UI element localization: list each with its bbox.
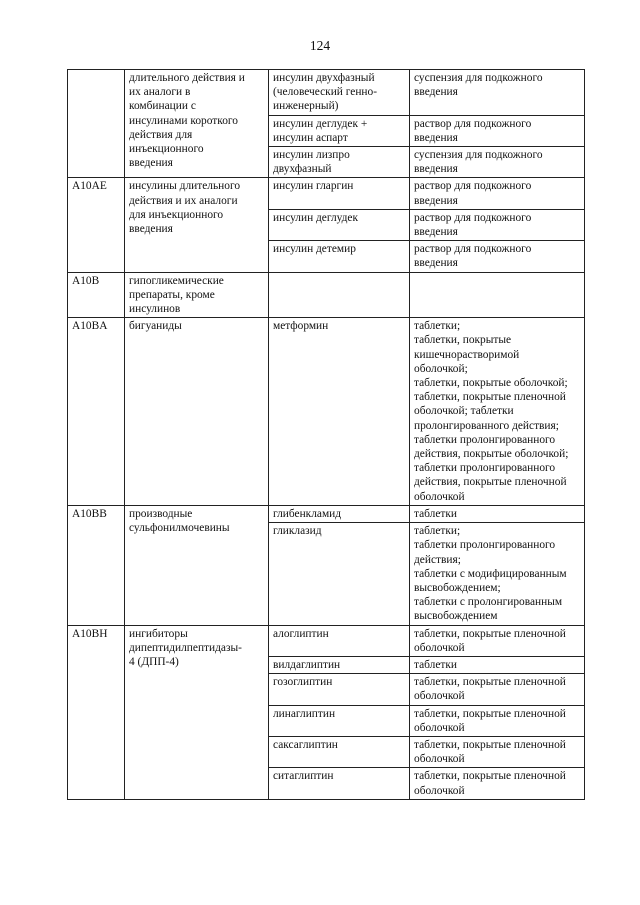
page-number: 124 (309, 38, 331, 53)
drug-name-cell: линаглиптин (269, 705, 410, 736)
drug-name-cell: инсулин деглудек + инсулин аспарт (269, 115, 410, 146)
atc-group-cell: длительного действия и их аналоги в комбинации с инсулинами короткого действия для инъекционного введения (125, 70, 269, 178)
drug-table-body (68, 70, 585, 800)
drug-name-cell: инсулин деглудек (269, 209, 410, 240)
atc-group-cell: ингибиторы дипептидилпептидазы- 4 (ДПП-4) (125, 625, 269, 799)
table-row (68, 272, 585, 318)
dosage-form-cell: таблетки; таблетки, покрытые кишечнорастворимой оболочкой; таблетки, покрытые оболочкой; таблетки, покрытые пленочной оболочкой; таблетки пролонгированного действия; таблетки пролонгированного действия, покрытые оболочкой; таблетки пролонгированного действия, покрытые пленочной оболочкой (410, 318, 585, 506)
drug-name-cell: гликлазид (269, 523, 410, 625)
dosage-form-cell: таблетки, покрытые пленочной оболочкой (410, 674, 585, 705)
drug-name-cell: алоглиптин (269, 625, 410, 656)
drug-name-cell: метформин (269, 318, 410, 506)
drug-name-cell: саксаглиптин (269, 736, 410, 767)
atc-code-cell: A10BH (68, 625, 125, 799)
dosage-form-cell: таблетки (410, 505, 585, 522)
table-row (68, 318, 585, 506)
table-row (68, 505, 585, 522)
drug-name-cell: гозоглиптин (269, 674, 410, 705)
dosage-form-cell: таблетки, покрытые пленочной оболочкой (410, 705, 585, 736)
table-row (68, 178, 585, 209)
dosage-form-cell: суспензия для подкожного введения (410, 147, 585, 178)
drug-name-cell: инсулин двухфазный (человеческий генно- инженерный) (269, 70, 410, 116)
table-row (68, 625, 585, 656)
dosage-form-cell: таблетки, покрытые пленочной оболочкой (410, 768, 585, 799)
dosage-form-cell: раствор для подкожного введения (410, 115, 585, 146)
atc-code-cell: A10B (68, 272, 125, 318)
atc-group-cell: производные сульфонилмочевины (125, 505, 269, 625)
dosage-form-cell: таблетки, покрытые пленочной оболочкой (410, 625, 585, 656)
atc-code-cell (68, 70, 125, 178)
dosage-form-cell: раствор для подкожного введения (410, 209, 585, 240)
drug-name-cell: вилдаглиптин (269, 656, 410, 673)
atc-code-cell: A10BB (68, 505, 125, 625)
table-row (68, 70, 585, 116)
drug-name-cell: глибенкламид (269, 505, 410, 522)
dosage-form-cell: таблетки (410, 656, 585, 673)
atc-group-cell: гипогликемические препараты, кроме инсулинов (125, 272, 269, 318)
dosage-form-cell: суспензия для подкожного введения (410, 70, 585, 116)
drug-name-cell (269, 272, 410, 318)
atc-group-cell: инсулины длительного действия и их аналоги для инъекционного введения (125, 178, 269, 272)
dosage-form-cell (410, 272, 585, 318)
drug-table (67, 69, 585, 800)
atc-code-cell: A10AE (68, 178, 125, 272)
dosage-form-cell: таблетки, покрытые пленочной оболочкой (410, 736, 585, 767)
drug-name-cell: инсулин гларгин (269, 178, 410, 209)
dosage-form-cell: таблетки; таблетки пролонгированного действия; таблетки с модифицированным высвобождением; таблетки с пролонгированным высвобождением (410, 523, 585, 625)
drug-name-cell: инсулин лизпро двухфазный (269, 147, 410, 178)
dosage-form-cell: раствор для подкожного введения (410, 241, 585, 272)
drug-name-cell: ситаглиптин (269, 768, 410, 799)
drug-name-cell: инсулин детемир (269, 241, 410, 272)
atc-group-cell: бигуаниды (125, 318, 269, 506)
dosage-form-cell: раствор для подкожного введения (410, 178, 585, 209)
atc-code-cell: A10BA (68, 318, 125, 506)
